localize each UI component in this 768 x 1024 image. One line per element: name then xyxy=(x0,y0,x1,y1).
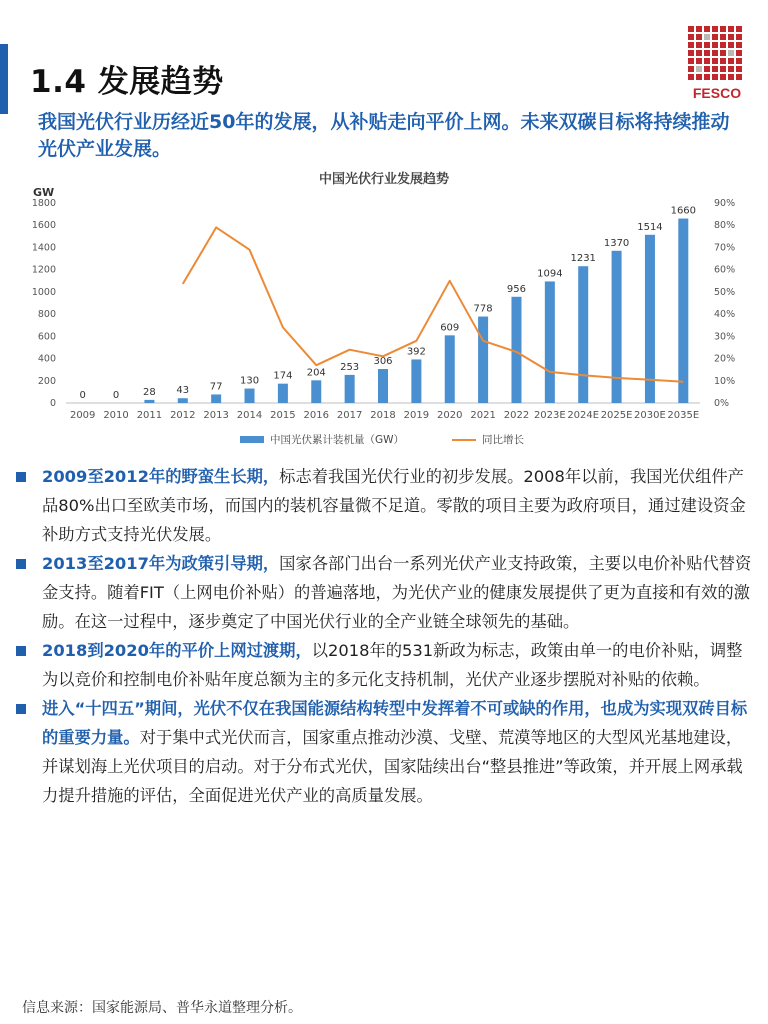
logo-dot xyxy=(704,74,710,80)
logo-dot xyxy=(696,34,702,40)
bar xyxy=(378,369,388,403)
logo-dot xyxy=(728,34,734,40)
bar-value-label: 1514 xyxy=(637,221,663,233)
y-left-tick-label: 1400 xyxy=(31,242,56,254)
bar-value-label: 253 xyxy=(340,361,360,373)
y-left-tick-label: 800 xyxy=(37,309,56,321)
bar-value-label: 956 xyxy=(506,283,527,295)
logo-dot xyxy=(688,42,694,48)
square-bullet-icon xyxy=(16,472,26,482)
paragraph-text: 标志着我国光伏行业的初步发展。2008年以前，我国光伏组件产品80%出口至欧美市场，而国内的装机容量微不足道。零散的项目主要为政府项目，通过建设资金补助方式支持光伏发展。 xyxy=(42,467,746,544)
bar xyxy=(612,251,622,403)
x-tick-label: 2015 xyxy=(270,410,296,421)
logo-dot xyxy=(704,58,710,64)
bar-value-label: 1231 xyxy=(570,253,596,265)
bar xyxy=(345,375,355,403)
page-subtitle: 我国光伏行业历经近50年的发展，从补贴走向平价上网。未来双碳目标将持续推动光伏产业发展。 xyxy=(38,111,730,160)
y-right-tick-label: 30% xyxy=(714,331,736,343)
bar-value-label: 1370 xyxy=(603,237,630,249)
logo-dot xyxy=(688,26,694,32)
logo-dot xyxy=(720,58,726,64)
y-left-tick-label: 600 xyxy=(37,331,56,343)
logo-dot-grid xyxy=(688,26,746,80)
logo-dot xyxy=(696,42,702,48)
logo-dot xyxy=(704,66,710,72)
y-left-tick-label: 1600 xyxy=(31,220,56,232)
legend-bar-label: 中国光伏累计装机量（GW） xyxy=(270,434,405,446)
logo-dot xyxy=(728,26,734,32)
paragraph-text: 对于集中式光伏而言，国家重点推动沙漠、戈壁、荒漠等地区的大型风光基地建设，并谋划海上光伏项目的启动。对于分布式光伏，国家陆续出台“整县推进”等政策，并开展上网承载力提升措施的评估，全面促进光伏产业的高质量发展。 xyxy=(42,728,743,805)
x-tick-label: 2035E xyxy=(667,410,700,421)
title-accent-bar xyxy=(0,44,8,114)
logo-dot xyxy=(696,66,702,72)
bar-value-label: 174 xyxy=(273,370,293,382)
y-right-tick-label: 20% xyxy=(714,353,736,365)
logo-dot xyxy=(736,42,742,48)
logo-dot xyxy=(728,74,734,80)
bar xyxy=(678,219,688,403)
paragraph-3 xyxy=(14,636,758,694)
bar xyxy=(478,317,488,403)
x-tick-label: 2030E xyxy=(634,410,666,421)
chart-title: 中国光伏行业发展趋势 xyxy=(318,172,449,187)
logo-dot xyxy=(712,42,718,48)
bar xyxy=(578,266,588,403)
logo-dot xyxy=(712,50,718,56)
logo-dot xyxy=(712,66,718,72)
legend-line-label: 同比增长 xyxy=(482,434,524,446)
x-tick-label: 2013 xyxy=(203,410,229,421)
x-tick-label: 2011 xyxy=(136,410,163,421)
paragraph-highlight: 2009至2012年的野蛮生长期， xyxy=(42,467,280,486)
paragraph-highlight: 2018到2020年的平价上网过渡期， xyxy=(42,641,312,660)
growth-rate-line xyxy=(183,227,684,381)
legend-bar-swatch xyxy=(240,436,264,443)
logo-dot xyxy=(688,66,694,72)
logo-dot xyxy=(720,34,726,40)
y-right-tick-label: 50% xyxy=(714,286,736,298)
logo-dot xyxy=(712,26,718,32)
y-left-tick-label: 0 xyxy=(49,398,56,409)
logo-dot xyxy=(704,26,710,32)
logo-dot xyxy=(704,50,710,56)
logo-dot xyxy=(736,50,742,56)
bar xyxy=(278,384,288,403)
logo-dot xyxy=(696,26,702,32)
paragraph-2 xyxy=(14,549,758,636)
bar-value-label: 778 xyxy=(473,303,493,315)
logo-dot xyxy=(688,74,694,80)
logo-dot xyxy=(720,66,726,72)
logo-dot xyxy=(688,58,694,64)
y-right-tick-label: 90% xyxy=(714,198,736,209)
logo-dot xyxy=(696,58,702,64)
bar xyxy=(211,394,221,403)
logo-dot xyxy=(728,58,734,64)
bar xyxy=(178,398,188,403)
bar xyxy=(445,335,455,403)
bar-value-label: 0 xyxy=(79,390,86,401)
x-tick-label: 2017 xyxy=(336,410,363,421)
bar xyxy=(311,380,321,403)
page-title: 1.4 发展趋势 xyxy=(30,64,224,100)
logo-dot xyxy=(688,34,694,40)
logo-dot xyxy=(728,42,734,48)
bar xyxy=(545,281,555,403)
paragraph-text: 国家各部门出台一系列光伏产业支持政策，主要以电价补贴代替资金支持。随着FIT（上网电价补贴）的普遍落地，为光伏产业的健康发展提供了更为直接和有效的激励。在这一过程中，逐步奠定了中国光伏行业的全产业链全球领先的基础。 xyxy=(42,554,752,631)
logo-dot xyxy=(712,74,718,80)
bar-value-label: 130 xyxy=(239,375,260,387)
logo-dot xyxy=(720,26,726,32)
logo-dot xyxy=(728,50,734,56)
logo-dot xyxy=(712,58,718,64)
bar-value-label: 77 xyxy=(209,381,223,393)
logo-dot xyxy=(688,50,694,56)
logo-dot xyxy=(736,74,742,80)
body-content xyxy=(14,462,758,810)
bar xyxy=(411,359,421,403)
x-tick-label: 2022 xyxy=(503,410,530,421)
y-right-tick-label: 80% xyxy=(714,220,736,232)
y-left-tick-label: 1000 xyxy=(31,286,56,298)
x-tick-label: 2012 xyxy=(170,410,196,421)
logo-dot xyxy=(696,50,702,56)
y-right-tick-label: 10% xyxy=(714,375,736,387)
logo-dot xyxy=(736,66,742,72)
logo-dot xyxy=(696,74,702,80)
logo-dot xyxy=(736,58,742,64)
x-tick-label: 2025E xyxy=(600,410,633,421)
logo-dot xyxy=(720,42,726,48)
bar-value-label: 1660 xyxy=(670,205,697,217)
chart-area xyxy=(0,160,768,460)
logo-dot xyxy=(736,26,742,32)
bar-value-label: 204 xyxy=(306,367,326,379)
x-tick-label: 2019 xyxy=(403,410,430,421)
y-left-tick-label: 1200 xyxy=(31,264,56,276)
y-left-tick-label: 200 xyxy=(37,375,56,387)
square-bullet-icon xyxy=(16,704,26,714)
paragraph-text: 以2018年的531新政为标志，政策由单一的电价补贴，调整为以竞价和控制电价补贴年度总额为主的多元化支持机制，光伏产业逐步摆脱对补贴的依赖。 xyxy=(42,641,743,689)
bar-value-label: 28 xyxy=(143,386,156,398)
logo-dot xyxy=(736,34,742,40)
x-tick-label: 2021 xyxy=(470,410,496,421)
y-left-tick-label: 400 xyxy=(37,353,56,365)
bar-value-label: 306 xyxy=(373,356,393,367)
bar-value-label: 0 xyxy=(112,390,120,401)
square-bullet-icon xyxy=(16,559,26,569)
paragraph-highlight: 进入“十四五”期间，光伏不仅在我国能源结构转型中发挥着不可或缺的作用，也成为实现双砖目标的重要力量。 xyxy=(42,699,748,747)
y-left-tick-label: 1800 xyxy=(31,198,56,209)
logo-dot xyxy=(728,66,734,72)
x-tick-label: 2020 xyxy=(437,410,463,421)
logo-dot xyxy=(720,74,726,80)
bar xyxy=(245,389,255,403)
fesco-logo xyxy=(686,26,746,102)
bar-value-label: 43 xyxy=(176,385,190,397)
x-tick-label: 2023E xyxy=(533,410,566,421)
bar-value-label: 1094 xyxy=(537,268,563,280)
y-right-tick-label: 0% xyxy=(714,398,730,409)
y-right-tick-label: 40% xyxy=(714,309,736,321)
source-note: 信息来源：国家能源局、普华永道整理分析。 xyxy=(22,1000,302,1016)
x-tick-label: 2018 xyxy=(370,410,396,421)
x-tick-label: 2016 xyxy=(303,410,329,421)
x-tick-label: 2014 xyxy=(236,410,263,421)
x-tick-label: 2009 xyxy=(69,410,96,421)
bar xyxy=(645,235,655,403)
bar xyxy=(144,400,154,403)
bar-value-label: 392 xyxy=(406,346,426,358)
y-right-tick-label: 60% xyxy=(714,264,736,276)
y-right-tick-label: 70% xyxy=(714,242,736,254)
logo-dot xyxy=(704,34,710,40)
bar-value-label: 609 xyxy=(440,322,460,334)
logo-dot xyxy=(712,34,718,40)
paragraph-1 xyxy=(14,462,758,549)
logo-dot xyxy=(704,42,710,48)
logo-text: FESCO xyxy=(692,85,742,101)
paragraph-4 xyxy=(14,694,758,810)
square-bullet-icon xyxy=(16,646,26,656)
x-tick-label: 2010 xyxy=(103,410,129,421)
installed-capacity-chart xyxy=(0,160,768,460)
x-tick-label: 2024E xyxy=(567,410,600,421)
paragraph-highlight: 2013至2017年为政策引导期， xyxy=(42,554,280,573)
logo-dot xyxy=(720,50,726,56)
y-axis-unit-label: GW xyxy=(33,186,55,199)
